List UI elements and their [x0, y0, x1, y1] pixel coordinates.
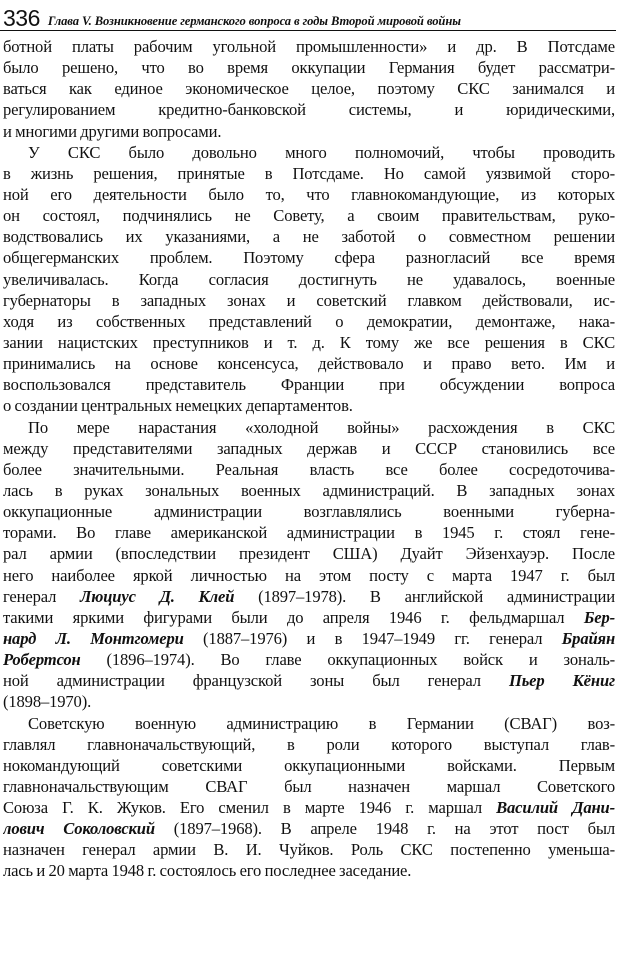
text-line: главноначальствующим СВАГ был назначен маршал Советского: [3, 776, 615, 796]
text-line: воспользовался представитель Франции при обсуждении вопроса: [3, 375, 615, 395]
text-line: в жизнь решения, принятые в Потсдаме. Но самой уязвимой сторо-: [3, 163, 615, 183]
text-line: было решено, что во время оккупации Германия будет рассматри-: [3, 58, 615, 78]
chapter-title: Глава V. Возникновение германского вопроса в годы Второй мировой войны: [47, 14, 461, 28]
page-number: 336: [3, 5, 40, 30]
text-run: такими яркими фигурами были до апреля 1946 г. фельдмаршал: [3, 607, 584, 627]
text-line: ной его деятельности было то, что главнокомандующие, из которых: [3, 184, 615, 204]
text-line: назначен генерал армии В. И. Чуйков. Роль СКС постепенно уменьша-: [3, 840, 615, 860]
running-header: [3, 0, 617, 30]
text-line: торами. Во главе американской администрации в 1945 г. стоял гене-: [3, 523, 615, 543]
text-line: между представителями западных держав и СССР становились все: [3, 438, 615, 458]
text-line: оккупационные администрации возглавлялись военными губерна-: [3, 502, 615, 522]
person-name: Василий Дани-: [496, 798, 615, 818]
person-name: Робертсон: [3, 650, 81, 670]
text-line: лась в руках зональных военных администраций. В западных зонах: [3, 480, 615, 500]
text-line: него наиболее яркой личностью на этом посту с марта 1947 г. был: [3, 565, 615, 585]
text-line: ботной платы рабочим угольной промышленности» и др. В Потсдаме: [3, 37, 615, 56]
text-line: зании нацистских преступников и т. д. К тому же все решения в СКС: [3, 332, 615, 352]
person-name: Пьер Кёниг: [508, 671, 615, 691]
person-name: Бер-: [583, 607, 615, 627]
header-rule: [0, 30, 616, 31]
text-line: принимались на основе консенсуса, действовало и право вето. Им и: [3, 354, 615, 374]
text-line: водствовались их указаниями, а не заботой о совместном решении: [3, 227, 615, 247]
text-line: По мере нарастания «холодной войны» расхождения в СКС: [28, 417, 615, 437]
text-line: [3, 628, 615, 649]
text-line: [3, 670, 615, 691]
text-line: губернаторы в западных зонах и советский главком действовали, ис-: [3, 290, 615, 310]
text-line: рал армии (впоследствии президент США) Дуайт Эйзенхауэр. После: [3, 544, 615, 564]
text-line: о создании центральных немецких департаментов.: [3, 396, 353, 416]
text-line: более значительными. Реальная власть все более сосредоточива-: [3, 459, 615, 479]
text-line: лась и 20 марта 1948 г. состоялось его последнее заседание.: [3, 861, 412, 881]
text-line: [3, 607, 615, 628]
text-run: (1897–1978). В английской администрации: [234, 586, 615, 606]
person-name: Люциус Д. Клей: [80, 586, 235, 606]
text-run: (1897–1968). В апреле 1948 г. на этот пост был: [154, 819, 615, 839]
text-line: общегерманских проблем. Поэтому сфера разногласий все время: [3, 248, 615, 268]
text-line: нокомандующий советскими оккупационными войсками. Первым: [3, 755, 615, 775]
text-line: [3, 818, 615, 839]
text-line: он состоял, подчинялись не Совету, а своим правительствам, руко-: [3, 206, 615, 226]
text-line: увеличивалась. Когда согласия достигнуть не удавалось, военные: [3, 269, 615, 289]
text-line: и многими другими вопросами.: [3, 121, 222, 141]
text-run: ной администрации французской зоны был генерал: [3, 671, 509, 691]
text-run: генерал: [3, 586, 81, 606]
text-line: У СКС было довольно много полномочий, чтобы проводить: [28, 142, 615, 162]
text-line: [3, 797, 615, 818]
text-line: Советскую военную администрацию в Германии (СВАГ) воз-: [28, 713, 615, 733]
text-line: (1898–1970).: [3, 692, 92, 712]
text-run: Союза Г. К. Жуков. Его сменил в марте 1946 г. маршал: [3, 798, 497, 818]
body-text: [3, 36, 615, 882]
person-name: Брайян: [561, 628, 615, 648]
text-line: ваться как единое экономическое целое, поэтому СКС занимался и: [3, 79, 615, 99]
text-line: главлял главноначальствующий, в роли которого выступал глав-: [3, 734, 615, 754]
person-name: нард Л. Монтгомери: [3, 628, 184, 648]
text-line: [3, 649, 615, 670]
text-line: регулированием кредитно-банковской системы, и юридическими,: [3, 100, 615, 120]
text-run: (1887–1976) и в 1947–1949 гг. генерал: [183, 628, 562, 648]
person-name: лович Соколовский: [3, 819, 155, 839]
text-line: [3, 586, 615, 607]
text-run: (1896–1974). Во главе оккупационных войск и зональ-: [80, 650, 615, 670]
text-line: ходя из собственных представлений о демократии, демонтаже, нака-: [3, 311, 615, 331]
